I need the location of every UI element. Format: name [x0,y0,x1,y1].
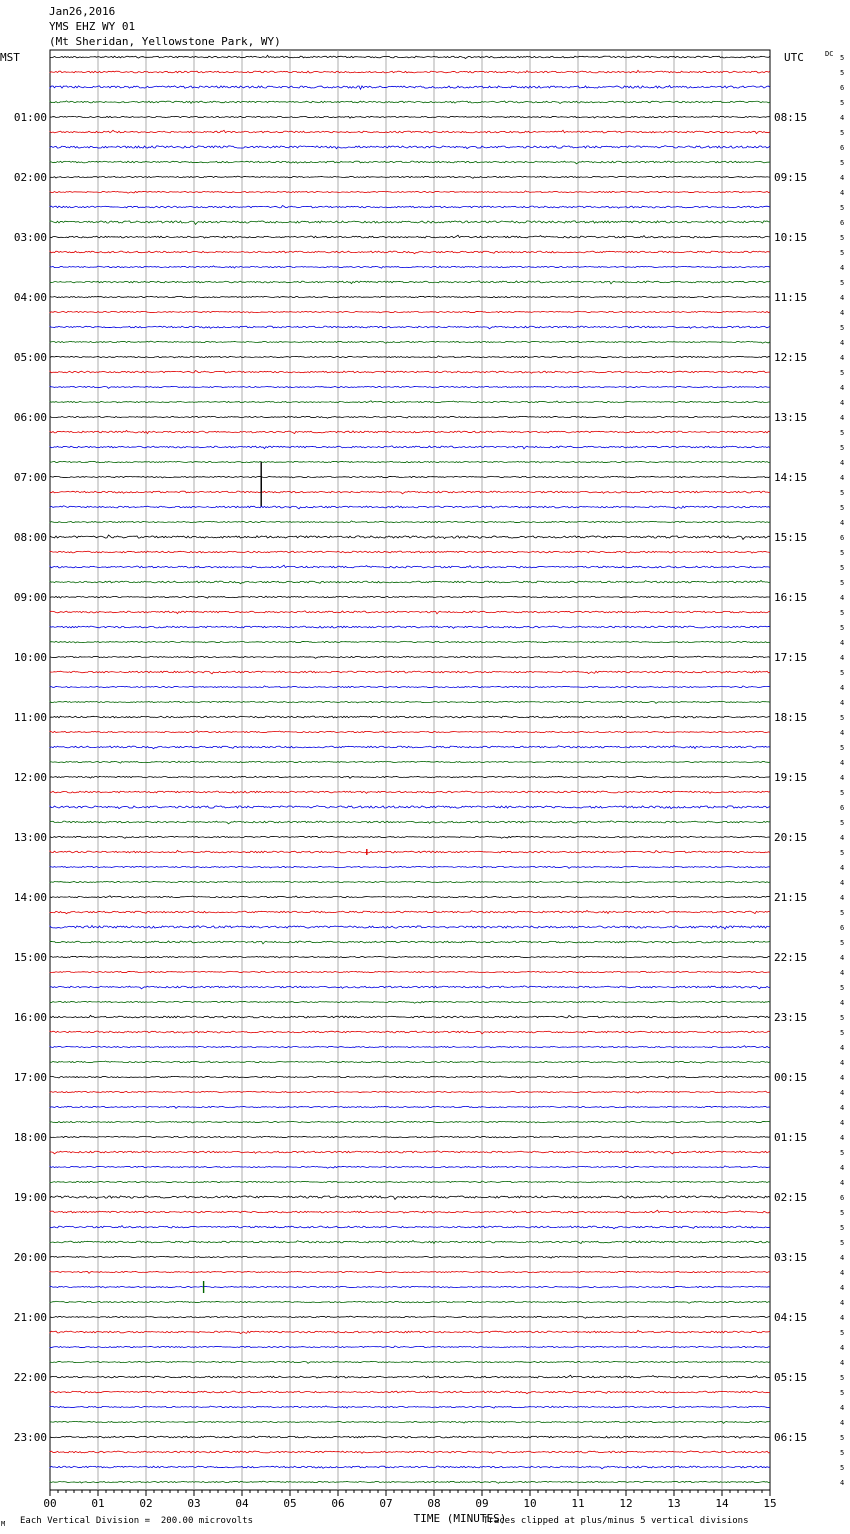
dc-offset-value: 4 [840,729,845,737]
dc-offset-value: 4 [840,414,845,422]
scale-note: Each Vertical Division = 200.00 microvolts [20,1516,253,1526]
seismic-trace [50,1240,770,1243]
seismic-trace [50,476,770,478]
dc-offset-value: 5 [840,204,845,212]
seismic-trace [50,296,770,298]
station-code: YMS EHZ WY 01 [49,20,136,33]
seismic-trace [50,130,770,133]
seismic-trace [50,836,770,838]
seismic-trace [50,1256,770,1258]
dc-offset-value: 4 [840,774,845,782]
seismic-trace [50,686,770,688]
seismic-trace [50,626,770,628]
seismic-trace [50,1466,770,1469]
seismic-trace [50,1210,770,1213]
seismic-trace [50,311,770,313]
dc-offset-value: 4 [840,654,845,662]
utc-hour-label: 00:15 [774,1071,808,1084]
x-tick-label: 12 [619,1497,633,1510]
dc-offset-value: 5 [840,1374,845,1382]
mst-hour-label: 18:00 [13,1131,47,1144]
chart-labels [0,50,844,1525]
dc-offset-value: 5 [840,1434,845,1442]
x-tick-label: 15 [763,1497,777,1510]
dc-offset-value: 4 [840,1089,845,1097]
utc-hour-label: 04:15 [774,1311,808,1324]
seismic-trace [50,821,770,824]
seismic-trace [50,281,770,284]
seismic-trace [50,251,770,254]
dc-offset-value: 4 [840,1179,845,1187]
dc-offset-value: 5 [840,1224,845,1232]
seismic-trace [50,1046,770,1048]
plot-frame [50,50,770,1490]
utc-hour-label: 13:15 [774,411,808,424]
dc-offset-value: 5 [840,789,845,797]
seismic-trace [50,596,770,598]
dc-offset-value: 4 [840,189,845,197]
dc-offset-value: 4 [840,1134,845,1142]
seismic-trace [50,191,770,193]
dc-offset-value: 6 [840,144,845,152]
seismic-trace [50,971,770,973]
dc-offset-value: 6 [840,534,845,542]
mst-hour-label: 01:00 [13,111,47,124]
seismic-trace [50,761,770,763]
dc-offset-value: 4 [840,1479,845,1487]
seismic-trace [50,176,770,178]
dc-offset-value: 6 [840,1194,845,1202]
dc-offset-value: 4 [840,474,845,482]
utc-hour-label: 10:15 [774,231,808,244]
mst-hour-label: 16:00 [13,1011,47,1024]
dc-offset-value: 4 [840,339,845,347]
mst-hour-label: 10:00 [13,651,47,664]
seismic-trace [50,565,770,568]
mst-hour-label: 02:00 [13,171,47,184]
seismic-trace [50,1136,770,1138]
seismic-trace [50,101,770,104]
dc-label: DC [825,50,834,58]
x-tick-label: 04 [235,1497,249,1510]
seismic-trace [50,491,770,494]
seismic-trace [50,1271,770,1273]
dc-offset-value: 4 [840,894,845,902]
utc-hour-label: 22:15 [774,951,808,964]
dc-offset-value: 4 [840,1344,845,1352]
seismic-trace [50,86,770,90]
dc-offset-value: 5 [840,939,845,947]
dc-offset-value: 5 [840,1389,845,1397]
dc-offset-value: 5 [840,69,845,77]
seismic-trace [50,1346,770,1348]
seismic-trace [50,1196,770,1200]
dc-offset-value: 4 [840,684,845,692]
seismic-trace [50,731,770,733]
dc-offset-value: 5 [840,624,845,632]
mst-hour-label: 19:00 [13,1191,47,1204]
seismic-trace [50,341,770,343]
utc-hour-label: 01:15 [774,1131,808,1144]
seismic-trace [50,430,770,433]
seismic-trace [50,986,770,989]
dc-offset-value: 5 [840,1029,845,1037]
mst-hour-label: 07:00 [13,471,47,484]
mst-hour-label: 04:00 [13,291,47,304]
seismic-trace [50,1421,770,1423]
seismic-traces [50,55,770,1483]
right-axis-label: UTC [784,51,804,64]
seismic-trace [50,55,770,58]
seismic-trace [50,866,770,868]
seismic-trace [50,1436,770,1438]
dc-offset-value: 5 [840,504,845,512]
x-tick-label: 09 [475,1497,489,1510]
dc-offset-value: 4 [840,1404,845,1412]
dc-offset-value: 5 [840,579,845,587]
dc-offset-value: 4 [840,1314,845,1322]
dc-offset-value: 5 [840,444,845,452]
seismic-trace [50,205,770,208]
mst-hour-label: 22:00 [13,1371,47,1384]
seismic-trace [50,791,770,793]
seismic-trace [50,116,770,118]
seismic-trace [50,701,770,703]
utc-hour-label: 11:15 [774,291,808,304]
mst-hour-label: 08:00 [13,531,47,544]
utc-hour-label: 15:15 [774,531,808,544]
mst-hour-label: 15:00 [13,951,47,964]
plot-date: Jan26,2016 [49,5,116,18]
dc-offset-value: 4 [840,699,845,707]
seismic-trace [50,461,770,463]
x-tick-label: 11 [571,1497,585,1510]
seismic-trace [50,1031,770,1034]
dc-offset-value: 4 [840,384,845,392]
dc-offset-value: 4 [840,1164,845,1172]
utc-hour-label: 16:15 [774,591,808,604]
x-axis-label: TIME (MINUTES) [413,1512,507,1525]
dc-offset-value: 5 [840,819,845,827]
seismic-trace [50,535,770,539]
corner-mark: M [1,1520,6,1528]
seismic-trace [50,956,770,958]
dc-offset-value: 5 [840,279,845,287]
seismic-trace [50,580,770,583]
seismic-trace [50,1015,770,1018]
seismic-trace [50,326,770,329]
utc-hour-label: 14:15 [774,471,808,484]
seismic-trace [50,1375,770,1378]
utc-hour-label: 02:15 [774,1191,808,1204]
dc-offset-value: 4 [840,309,845,317]
seismic-trace [50,1106,770,1108]
dc-offset-value: 5 [840,669,845,677]
dc-offset-value: 4 [840,864,845,872]
seismic-trace [50,1481,770,1483]
utc-hour-label: 06:15 [774,1431,808,1444]
seismic-trace [50,776,770,778]
seismic-trace [50,1330,770,1333]
utc-hour-label: 03:15 [774,1251,808,1264]
mst-hour-label: 21:00 [13,1311,47,1324]
dc-offset-value: 5 [840,249,845,257]
dc-offset-value: 5 [840,564,845,572]
x-tick-label: 08 [427,1497,441,1510]
dc-offset-value: 5 [840,1449,845,1457]
dc-offset-value: 4 [840,999,845,1007]
dc-offset-value: 4 [840,594,845,602]
seismic-trace [50,910,770,913]
x-tick-label: 01 [91,1497,105,1510]
dc-offset-value: 5 [840,429,845,437]
seismic-trace [50,1316,770,1318]
dc-offset-value: 4 [840,399,845,407]
seismic-trace [50,941,770,944]
mst-hour-label: 09:00 [13,591,47,604]
seismic-trace [50,925,770,929]
dc-offset-value: 5 [840,489,845,497]
seismic-trace [50,671,770,674]
dc-offset-value: 5 [840,1329,845,1337]
dc-offset-value: 4 [840,1119,845,1127]
x-tick-label: 10 [523,1497,537,1510]
seismic-trace [50,1226,770,1229]
dc-offset-value: 5 [840,609,845,617]
seismic-trace [50,850,770,853]
seismic-trace [50,521,770,523]
seismic-trace [50,551,770,553]
seismic-trace [50,1091,770,1093]
dc-offset-value: 4 [840,354,845,362]
seismic-trace [50,1451,770,1453]
seismic-trace [50,506,770,509]
mst-hour-label: 14:00 [13,891,47,904]
dc-offset-value: 5 [840,324,845,332]
utc-hour-label: 12:15 [774,351,808,364]
utc-hour-label: 20:15 [774,831,808,844]
seismic-trace [50,161,770,164]
dc-offset-value: 5 [840,129,845,137]
utc-hour-label: 19:15 [774,771,808,784]
dc-offset-value: 6 [840,924,845,932]
dc-offset-value: 5 [840,99,845,107]
dc-offset-value: 5 [840,159,845,167]
dc-offset-value: 4 [840,1284,845,1292]
seismic-trace [50,221,770,225]
dc-offset-value: 4 [840,1359,845,1367]
seismic-trace [50,146,770,149]
seismic-trace [50,1301,770,1303]
dc-offset-value: 4 [840,1299,845,1307]
dc-offset-value: 4 [840,1074,845,1082]
x-tick-label: 06 [331,1497,345,1510]
station-location: (Mt Sheridan, Yellowstone Park, WY) [49,35,281,48]
seismic-trace [50,896,770,898]
dc-offset-value: 4 [840,264,845,272]
dc-offset-value: 4 [840,1044,845,1052]
seismic-trace [50,386,770,388]
dc-offset-value: 5 [840,849,845,857]
dc-offset-value: 4 [840,969,845,977]
clip-note: Traces clipped at plus/minus 5 vertical divisions [483,1516,749,1526]
dc-offset-value: 4 [840,1419,845,1427]
seismic-trace [50,1121,770,1123]
dc-offset-value: 4 [840,639,845,647]
dc-offset-value: 5 [840,984,845,992]
seismic-trace [50,235,770,238]
dc-offset-value: 4 [840,174,845,182]
seismic-trace [50,745,770,748]
seismic-trace [50,1061,770,1063]
dc-offset-value: 5 [840,1014,845,1022]
seismic-trace [50,1286,770,1288]
seismic-trace [50,1076,770,1078]
dc-offset-value: 4 [840,1059,845,1067]
utc-hour-label: 09:15 [774,171,808,184]
dc-offset-value: 5 [840,369,845,377]
seismic-trace [50,1001,770,1003]
mst-hour-label: 11:00 [13,711,47,724]
mst-hour-label: 17:00 [13,1071,47,1084]
x-tick-label: 13 [667,1497,681,1510]
dc-offset-value: 5 [840,1209,845,1217]
x-tick-label: 07 [379,1497,393,1510]
seismic-trace [50,370,770,373]
seismic-trace [50,806,770,809]
seismic-trace [50,1166,770,1168]
dc-offset-value: 5 [840,1464,845,1472]
dc-offset-value: 4 [840,834,845,842]
mst-hour-label: 03:00 [13,231,47,244]
seismic-trace [50,266,770,268]
seismic-trace [50,446,770,449]
dc-offset-value: 6 [840,219,845,227]
seismic-trace [50,416,770,418]
seismic-trace [50,1361,770,1363]
utc-hour-label: 23:15 [774,1011,808,1024]
dc-offset-value: 4 [840,1269,845,1277]
dc-offset-value: 4 [840,954,845,962]
x-tick-label: 02 [139,1497,153,1510]
seismic-trace [50,641,770,643]
seismic-trace [50,1391,770,1394]
x-tick-label: 14 [715,1497,729,1510]
seismic-trace [50,656,770,658]
x-tick-label: 03 [187,1497,201,1510]
dc-offset-value: 5 [840,1149,845,1157]
dc-offset-value: 4 [840,1104,845,1112]
mst-hour-label: 06:00 [13,411,47,424]
dc-offset-value: 5 [840,234,845,242]
seismic-trace [50,611,770,614]
seismic-trace [50,401,770,403]
dc-offset-value: 5 [840,549,845,557]
dc-offset-value: 6 [840,84,845,92]
mst-hour-label: 23:00 [13,1431,47,1444]
dc-offset-value: 5 [840,54,845,62]
seismic-trace [50,70,770,73]
dc-offset-value: 4 [840,879,845,887]
dc-offset-value: 6 [840,804,845,812]
utc-hour-label: 18:15 [774,711,808,724]
dc-offset-value: 5 [840,714,845,722]
dc-offset-value: 4 [840,759,845,767]
seismic-trace [50,716,770,718]
left-axis-label: MST [0,51,20,64]
dc-offset-value: 5 [840,744,845,752]
dc-offset-value: 5 [840,1239,845,1247]
dc-offset-value: 5 [840,909,845,917]
utc-hour-label: 08:15 [774,111,808,124]
mst-hour-label: 13:00 [13,831,47,844]
dc-offset-value: 4 [840,459,845,467]
mst-hour-label: 20:00 [13,1251,47,1264]
x-tick-label: 00 [43,1497,57,1510]
x-tick-label: 05 [283,1497,297,1510]
seismic-trace [50,356,770,358]
utc-hour-label: 21:15 [774,891,808,904]
dc-offset-value: 4 [840,519,845,527]
mst-hour-label: 12:00 [13,771,47,784]
seismic-trace [50,1406,770,1408]
seismic-trace [50,881,770,883]
utc-hour-label: 05:15 [774,1371,808,1384]
mst-hour-label: 05:00 [13,351,47,364]
dc-offset-value: 4 [840,114,845,122]
seismic-trace [50,1151,770,1154]
dc-offset-value: 4 [840,294,845,302]
seismic-trace [50,1181,770,1183]
utc-hour-label: 17:15 [774,651,808,664]
dc-offset-value: 4 [840,1254,845,1262]
